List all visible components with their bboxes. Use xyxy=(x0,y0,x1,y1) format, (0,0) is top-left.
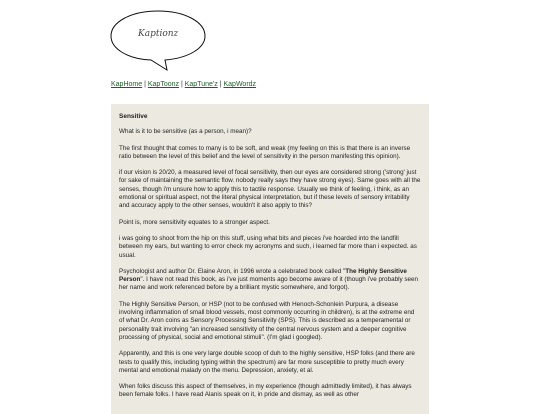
nav-separator: | xyxy=(219,81,222,88)
article-text: Psychologist and author Dr. Elaine Aron, in 1996 wrote a celebrated book called " xyxy=(119,267,346,275)
article-paragraph: The Highly Sensitive Person, or HSP (not to be confused with Henoch-Schonlein Purpura, a disease involving inflammation of small blood vessels, most commonly occurring in children), is at the extreme end of what Dr. Aron coins as Sensory Processing Sensitivity (SPS). This is described as a temperamental or personality trait involving "an increased sensitivity of the central nervous system and a deeper cognitive processing of physical, social and emotional stimuli". (I'm glad i googled). xyxy=(119,300,415,341)
nav-link-kaptunez[interactable]: KapTune'z xyxy=(184,81,218,88)
book-title: The Highly Sensitive Person xyxy=(119,267,407,284)
nav-separator: | xyxy=(180,81,183,88)
article-paragraph: Point is, more sensitivity equates to a stronger aspect. xyxy=(119,218,270,226)
nav-link-kaptoonz[interactable]: KapToonz xyxy=(147,81,180,88)
article-paragraph xyxy=(119,268,421,293)
logo-text: Kaptionz xyxy=(138,29,179,39)
article-paragraph: The first thought that comes to many is to be soft, and weak (my feeling on this is that there is an inverse ratio between the level of this belief and the level of sensitivity in the person manifesting this opinion). xyxy=(119,144,411,160)
nav-link-kapwordz[interactable]: KapWordz xyxy=(223,81,257,88)
article-panel xyxy=(111,104,429,414)
speech-bubble-logo xyxy=(108,8,208,72)
nav-separator: | xyxy=(144,81,146,88)
top-nav xyxy=(111,81,256,88)
article-text: ". I have not read this book, as i've just moments ago become aware of it (though i've probably seen her name and work referenced before by a brilliant mystic somewhere, and forgot). xyxy=(119,276,419,292)
article-paragraph: What is it to be sensitive (as a person, i mean)? xyxy=(119,128,252,136)
article-paragraph: Apparently, and this is one very large double scoop of duh to the highly sensitive, HSP folks (and there are tests to qualify this, including typing within the spectrum) are far more susceptible to pretty much every mental and emotional malady on the menu. Depression, anxiety, et al. xyxy=(119,350,415,374)
article-paragraph: i was going to shoot from the hip on this stuff, using what bits and pieces i've hoarded into the landfill between my ears, but wanting to error check my acronyms and such, i learned far more than i expected. as usual. xyxy=(119,234,417,259)
article-paragraph: When folks discuss this aspect of themselves, in my experience (though admittedly limited), it has always been female folks. I have read Alanis speak on it, in pride and dismay, as well as other xyxy=(119,383,412,399)
nav-link-kaphome[interactable]: KapHome xyxy=(111,81,143,88)
article-title: Sensitive xyxy=(119,113,148,120)
article-paragraph: if our vision is 20/20, a measured level of focal sensitivity, then our eyes are considered strong ('strong' just for sake of maintaining the semantic flow. nobody really says they have strong eyes). Same goes with all the senses, though i'm unsure how to apply this to tactile response. Usually we think of feeling, i think, as an emotional or spiritual aspect, not the literal physical interpretation, but if these levels of sensory irritability and accuracy apply to the other senses, wouldn't it also apply to this? xyxy=(119,169,421,210)
